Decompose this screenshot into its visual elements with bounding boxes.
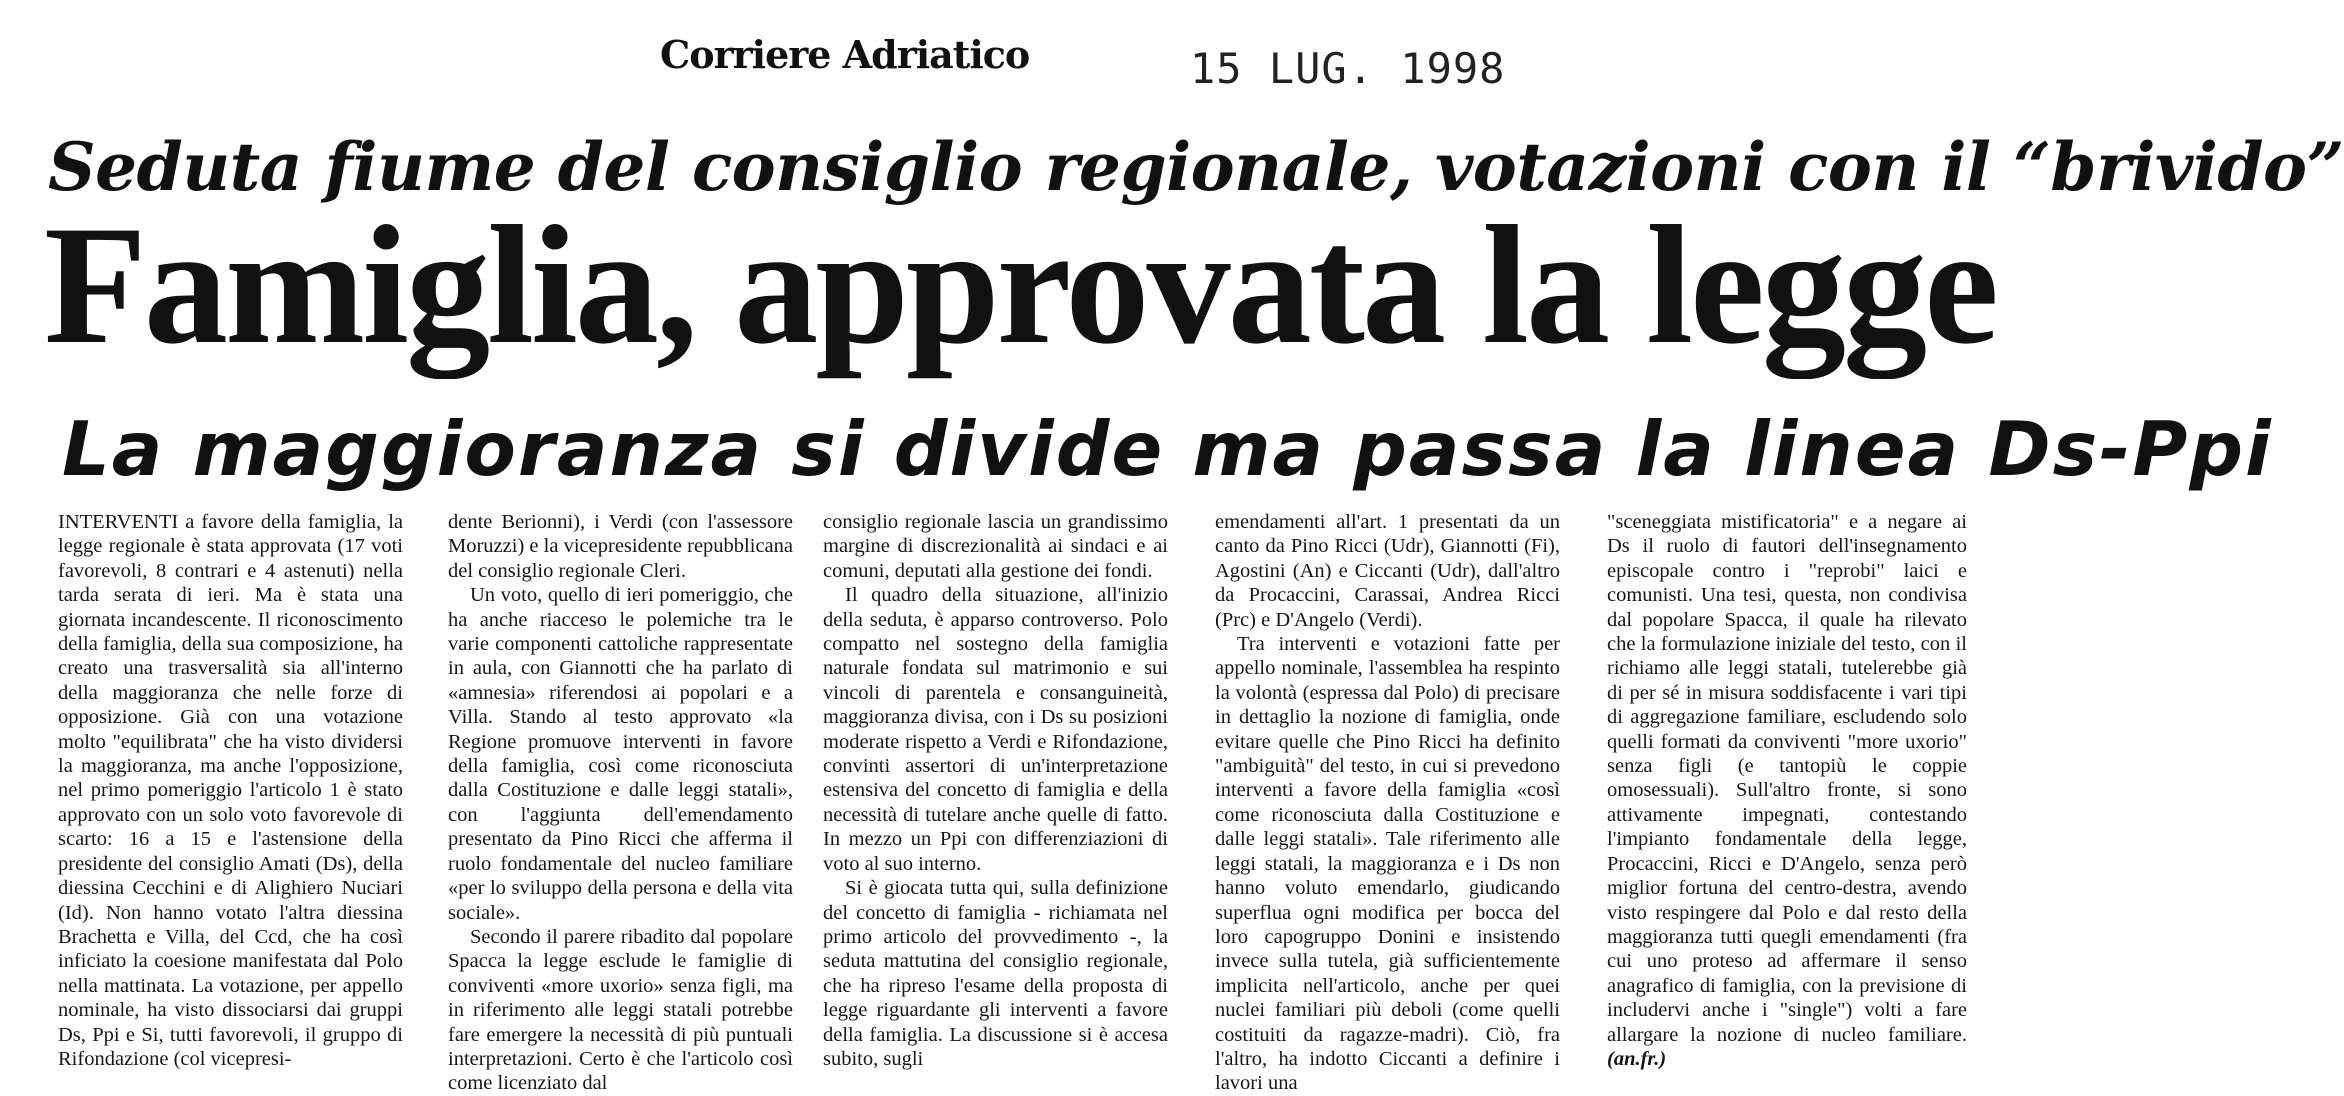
newspaper-masthead: Corriere Adriatico (660, 32, 1030, 77)
article-column-5 (1607, 510, 1967, 1071)
column-2-paragraph-1: dente Berionni), i Verdi (con l'assessore Moruzzi) e la vicepresidente repubblicana del consiglio regionale Cleri. (448, 511, 793, 582)
column-3-paragraph-1: consiglio regionale lascia un grandissimo margine di discrezionalità ai sindaci e ai comuni, deputati alla gestione dei fondi. (823, 511, 1168, 582)
column-1-paragraph-1: INTERVENTI a favore della famiglia, la legge regionale è stata approvata (17 voti favorevoli, 8 contrari e 4 astenuti) nella tarda serata di ieri. Ma è stata una giornata incandescente. Il riconoscimento della famiglia, della sua composizione, ha creato una trasversalità sia all'interno della maggioranza che nelle forze di opposizione. Già con una votazione molto "equilibrata" che ha visto dividersi la maggioranza, ma anche l'opposizione, nel primo pomeriggio l'articolo 1 è stato approvato con un solo voto favorevole di scarto: 16 a 15 e l'astensione della presidente del consiglio Amati (Ds), della diessina Cecchini e di Alighiero Nuciari (Id). Non hanno votato l'altra diessina Brachetta e Villa, del Ccd, che ha così inficiato la coesione manifestata dal Polo nella mattinata. La votazione, per appello nominale, ha visto dissociarsi dai gruppi Ds, Ppi e Si, tutti favorevoli, il gruppo di Rifondazione (col vicepresi- (58, 511, 403, 1070)
article-column-2 (448, 510, 793, 1096)
article-column-1 (58, 510, 403, 1071)
article-column-3 (823, 510, 1168, 1071)
column-3-paragraph-2: Il quadro della situazione, all'inizio della seduta, è apparso controverso. Polo compatto nel sostegno della famiglia naturale fondata sul matrimonio e sui vincoli di parentela e consanguineità, maggioranza divisa, con i Ds su posizioni moderate rispetto a Verdi e Rifondazione, convinti assertori di un'interpretazione estensiva del concetto di famiglia e della necessità di tutelare anche quelle di fatto. In mezzo un Ppi con differenziazioni di voto al suo interno. (823, 584, 1168, 875)
column-5-paragraph-1 (1607, 510, 1967, 1071)
date-stamp: 15 LUG. 1998 (1190, 44, 1506, 93)
kicker-headline: Seduta fiume del consiglio regionale, votazioni con il “brivido” (48, 128, 2344, 206)
column-2-paragraph-2: Un voto, quello di ieri pomeriggio, che ha anche riacceso le polemiche tra le varie componenti cattoliche rappresentate in aula, con Giannotti che ha parlato di «amnesia» riferendosi ai popolari e a Villa. Stando al testo approvato «la Regione promuove interventi in favore della famiglia, così come riconosciuta dalla Costituzione e dalle leggi statali», con l'aggiunta dell'emendamento presentato da Pino Ricci che afferma il ruolo fondamentale del nucleo familiare «per lo sviluppo della persona e della vita sociale». (448, 584, 793, 924)
column-5-text: "sceneggiata mistificatoria" e a negare ai Ds il ruolo di fautori dell'insegnamento episcopale contro i "reprobi" laici e comunisti. Una tesi, questa, non condivisa dal popolare Spacca, il quale ha rilevato che la formulazione iniziale del testo, con il richiamo alle leggi statali, tutelerebbe già di per sé in misura soddisfacente i vari tipi di aggregazione familiare, escludendo solo quelli formati da conviventi "more uxorio" senza figli (e tantopiù le coppie omosessuali). Sull'altro fronte, si sono attivamente impegnati, contestando l'impianto fondamentale della legge, Procaccini, Ricci e D'Angelo, senza però miglior fortuna del centro-destra, avendo visto respingere dal Polo e dal resto della maggioranza tutti quegli emendamenti (fra cui uno proteso ad affermare il senso anagrafico di famiglia, con la previsione di includervi anche i "single") volti a fare allargare la nozione di nucleo familiare. (1607, 511, 1967, 1046)
column-4-paragraph-1: emendamenti all'art. 1 presentati da un canto da Pino Ricci (Udr), Giannotti (Fi), Agostini (An) e Ciccanti (Udr), dall'altro da Procaccini, Carassai, Andrea Ricci (Prc) e D'Angelo (Verdi). (1215, 511, 1560, 631)
article-column-4 (1215, 510, 1560, 1096)
column-2-paragraph-3: Secondo il parere ribadito dal popolare Spacca la legge esclude le famiglie di conviventi «more uxorio» senza figli, ma in riferimento alle leggi statali potrebbe fare emergere la necessità di più puntuali interpretazioni. Certo è che l'articolo così come licenziato dal (448, 925, 793, 1095)
column-4-paragraph-2: Tra interventi e votazioni fatte per appello nominale, l'assemblea ha respinto la volontà (espressa dal Polo) di precisare in dettaglio la nozione di famiglia, onde evitare quelle che Pino Ricci ha definito "ambiguità" del testo, in cui si prevedono interventi a favore della famiglia «così come riconosciuta dalla Costituzione e dalle leggi statali». Tale riferimento alle leggi statali, la maggioranza e i Ds non hanno voluto emendarlo, giudicando superflua ogni modifica per bocca del loro capogruppo Donini e insistendo invece sulla tutela, già sufficientemente implicita nell'articolo, anche per quei nuclei familiari più deboli (come quelli costituiti da ragazze-madri). Ciò, fra l'altro, ha indotto Ciccanti a definire i lavori una (1215, 633, 1560, 1095)
column-3-paragraph-3: Si è giocata tutta qui, sulla definizione del concetto di famiglia - richiamata nel primo articolo del provvedimento -, la seduta mattutina del consiglio regionale, che ha ripreso l'esame della proposta di legge riguardante gli interventi a favore della famiglia. La discussione si è accesa subito, sugli (823, 877, 1168, 1070)
subheadline: La maggioranza si divide ma passa la linea Ds-Ppi (62, 405, 2273, 493)
main-headline: Famiglia, approvata la legge (44, 191, 1996, 379)
author-byline: (an.fr.) (1607, 1047, 1667, 1070)
